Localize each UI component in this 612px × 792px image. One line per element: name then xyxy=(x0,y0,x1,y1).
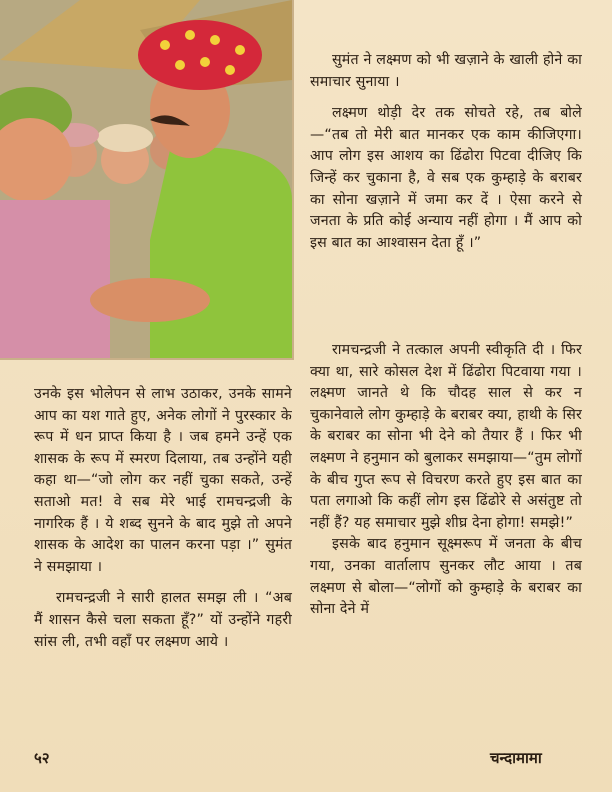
left-column xyxy=(34,384,292,653)
paragraph: उनके इस भोलेपन से लाभ उठाकर, उनके सामने आप का यश गाते हुए, अनेक लोगों ने पुरस्कार के रूप में धन प्राप्त किया है । जब हमने उन्हें एक शासक के रूप में स्मरण दिलाया, तब उन्होंने यही कहा था—“जो लोग कर नहीं चुका सकते, उन्हें सताओ मत! वे सब मेरे भाई रामचन्द्रजी के नागरिक हैं । ये शब्द सुनने के बाद मुझे तो अपने शासक के आदेश का पालन करना पड़ा ।” सुमंत ने समझाया । xyxy=(34,386,292,575)
story-illustration xyxy=(0,0,294,360)
paragraph: रामचन्द्रजी ने तत्काल अपनी स्वीकृति दी । फिर क्या था, सारे कोसल देश में ढिंढोरा पिटवाया गया । लक्ष्मण जानते थे कि चौदह साल से कर न चुकानेवाले लोग कुम्हाड़े के बराबर क्या, हाथी के सिर के बराबर का सोना भी देने को तैयार हैं । फिर भी लक्ष्मण ने हनुमान को बुलाकर समझाया—“तुम लोगों के बीच गुप्त रूप से विचरण करते हुए इस बात का पता लगाओ कि कहीं लोग इस ढिंढोरे से असंतुष्ट तो नहीं हैं? यह समाचार मुझे शीघ्र देना होगा! समझे!” xyxy=(310,342,582,531)
right-column-top xyxy=(310,50,582,254)
page-number: ५२ xyxy=(34,749,50,767)
magazine-title: चन्दामामा xyxy=(490,749,542,767)
paragraph: इसके बाद हनुमान सूक्ष्मरूप में जनता के बीच गया, उनका वार्तालाप सुनकर लौट आया । तब लक्ष्मण से बोला—“लोगों को कुम्हाड़े के बराबर का सोना देने में xyxy=(310,536,582,618)
right-column-bottom xyxy=(310,340,582,621)
paragraph: लक्ष्मण थोड़ी देर तक सोचते रहे, तब बोले—“तब तो मेरी बात मानकर एक काम कीजिएगा। आप लोग इस आशय का ढिंढोरा पिटवा दीजिए कि जिन्हें कर चुकाना है, वे सब एक कुम्हाड़े के बराबर का सोना खज़ाने में जमा कर दें । ऐसा करने से जनता के प्रति कोई अन्याय नहीं होगा । मैं आप को इस बात का आश्वासन देता हूँ ।” xyxy=(310,105,582,251)
paragraph: रामचन्द्रजी ने सारी हालत समझ ली । “अब मैं शासन कैसे चला सकता हूँ?” यों उन्होंने गहरी सांस ली, तभी वहाँ पर लक्ष्मण आये । xyxy=(34,590,292,650)
paragraph: सुमंत ने लक्ष्मण को भी खज़ाने के खाली होने का समाचार सुनाया । xyxy=(310,52,582,90)
